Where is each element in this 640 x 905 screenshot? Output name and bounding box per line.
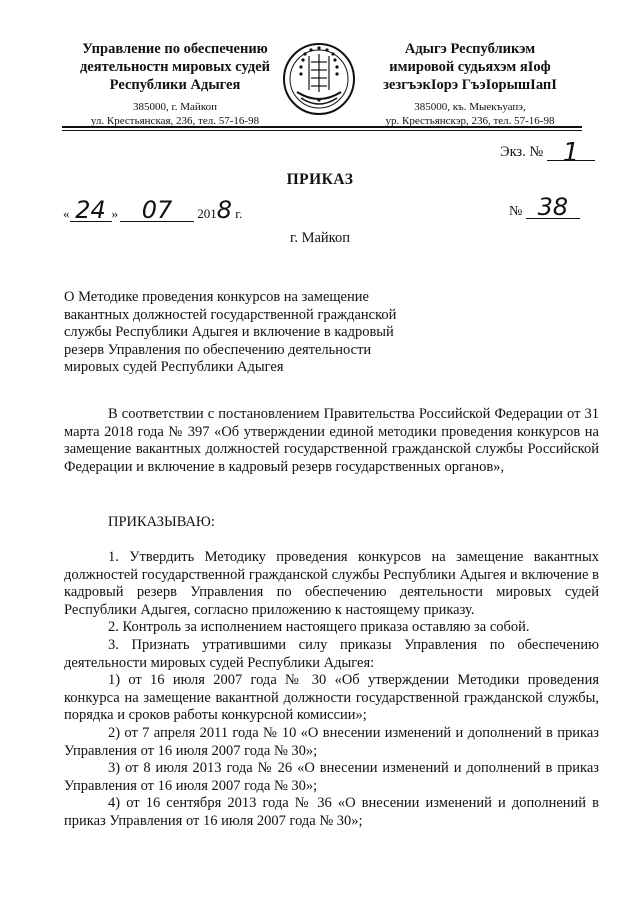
date-suffix: г. xyxy=(235,206,243,221)
right-org-line-2: имировой судьяхэм яIоф xyxy=(389,59,551,75)
city-line: г. Майкоп xyxy=(290,230,350,246)
item-2: 2. Контроль за исполнением настоящего приказа оставляю за собой. xyxy=(108,619,530,635)
date-year-prefix: 201 xyxy=(197,206,217,221)
left-org-line-2: деятельностн мировых судей xyxy=(79,59,271,75)
date-month-handwritten: 07 xyxy=(120,199,194,222)
right-org-line-1: Адыгэ Республикэм xyxy=(404,41,536,57)
number-label: № xyxy=(509,204,523,219)
left-address-line-1: 385000, г. Майкоп xyxy=(133,101,217,113)
left-address-line-2: ул. Крестьянская, 236, тел. 57-16-98 xyxy=(90,115,260,127)
date-year-handwritten: 8 xyxy=(216,196,233,224)
item-3-sub-2: 2) от 7 апреля 2011 года № 10 «О внесении изменений и дополнений в приказ Управления от 16 июля 2007 года № 30»; xyxy=(64,725,599,759)
document-title: ПРИКАЗ xyxy=(286,171,354,188)
header-rule-thick xyxy=(62,126,582,128)
right-address-line-1: 385000, къ. Мыекъуапэ, xyxy=(414,101,526,113)
copy-label: Экз. № xyxy=(500,144,544,160)
header-right-block xyxy=(345,40,595,128)
item-3-sub-3: 3) от 8 июля 2013 года № 26 «О внесении изменений и дополнений в приказ Управления от 16 июля 2007 года № 30»; xyxy=(64,760,599,794)
item-3: 3. Признать утратившими силу приказы Управления по обеспечению деятельности мировых судей Республики Адыгея: xyxy=(64,637,599,671)
left-org-line-1: Управление по обеспечению xyxy=(82,41,268,57)
date-open-quote: « xyxy=(63,206,70,221)
item-3-sub-1: 1) от 16 июля 2007 года № 30 «Об утверждении Методики проведения конкурса на замещение вакантной должности государственной гражданской службы, порядка и сроков работы конкурсной комиссии»; xyxy=(64,672,599,723)
order-word: ПРИКАЗЫВАЮ: xyxy=(108,514,215,530)
preamble-paragraph: В соответствии с постановлением Правительства Российской Федерации от 31 марта 2018 года № 397 «Об утверждении единой методики проведения конкурсов на замещение вакантных должностей государственной гражданской службы Российской Федерации и включение в кадровый резерв государственных органов», xyxy=(64,406,599,475)
date-close-quote: » xyxy=(111,206,118,221)
order-date xyxy=(63,196,242,224)
header-left-block xyxy=(50,40,300,128)
date-day-handwritten: 24 xyxy=(70,199,112,222)
copy-value-handwritten: 1 xyxy=(562,138,580,168)
item-3-sub-4: 4) от 16 сентября 2013 года № 36 «О внесении изменений и дополнений в приказ Управления от 16 июля 2007 года № 30»; xyxy=(64,795,599,829)
item-1: 1. Утвердить Методику проведения конкурсов на замещение вакантных должностей государственной гражданской службы Республики Адыгея и включение в кадровый резерв Управления по обеспечению деятельности мировых судей Республики Адыгея, согласно приложению к настоящему приказу. xyxy=(64,549,599,618)
header-rule-thin xyxy=(62,130,582,131)
left-org-line-3: Республики Адыгея xyxy=(109,77,241,93)
right-address-line-2: ур. Крестьянскэр, 236, тел. 57-16-98 xyxy=(385,115,555,127)
copy-number xyxy=(500,138,595,168)
right-org-line-3: зезгъэкIорэ ГъэIорышIапI xyxy=(383,77,557,93)
order-subject: О Методике проведения конкурсов на замещение вакантных должностей государственной гражданской службы Республики Адыгея и включение в кадровый резерв Управления по обеспечению деятельности мировых судей Республики Адыгея xyxy=(64,289,397,375)
number-value-handwritten: 38 xyxy=(526,196,580,219)
order-number xyxy=(509,193,580,221)
